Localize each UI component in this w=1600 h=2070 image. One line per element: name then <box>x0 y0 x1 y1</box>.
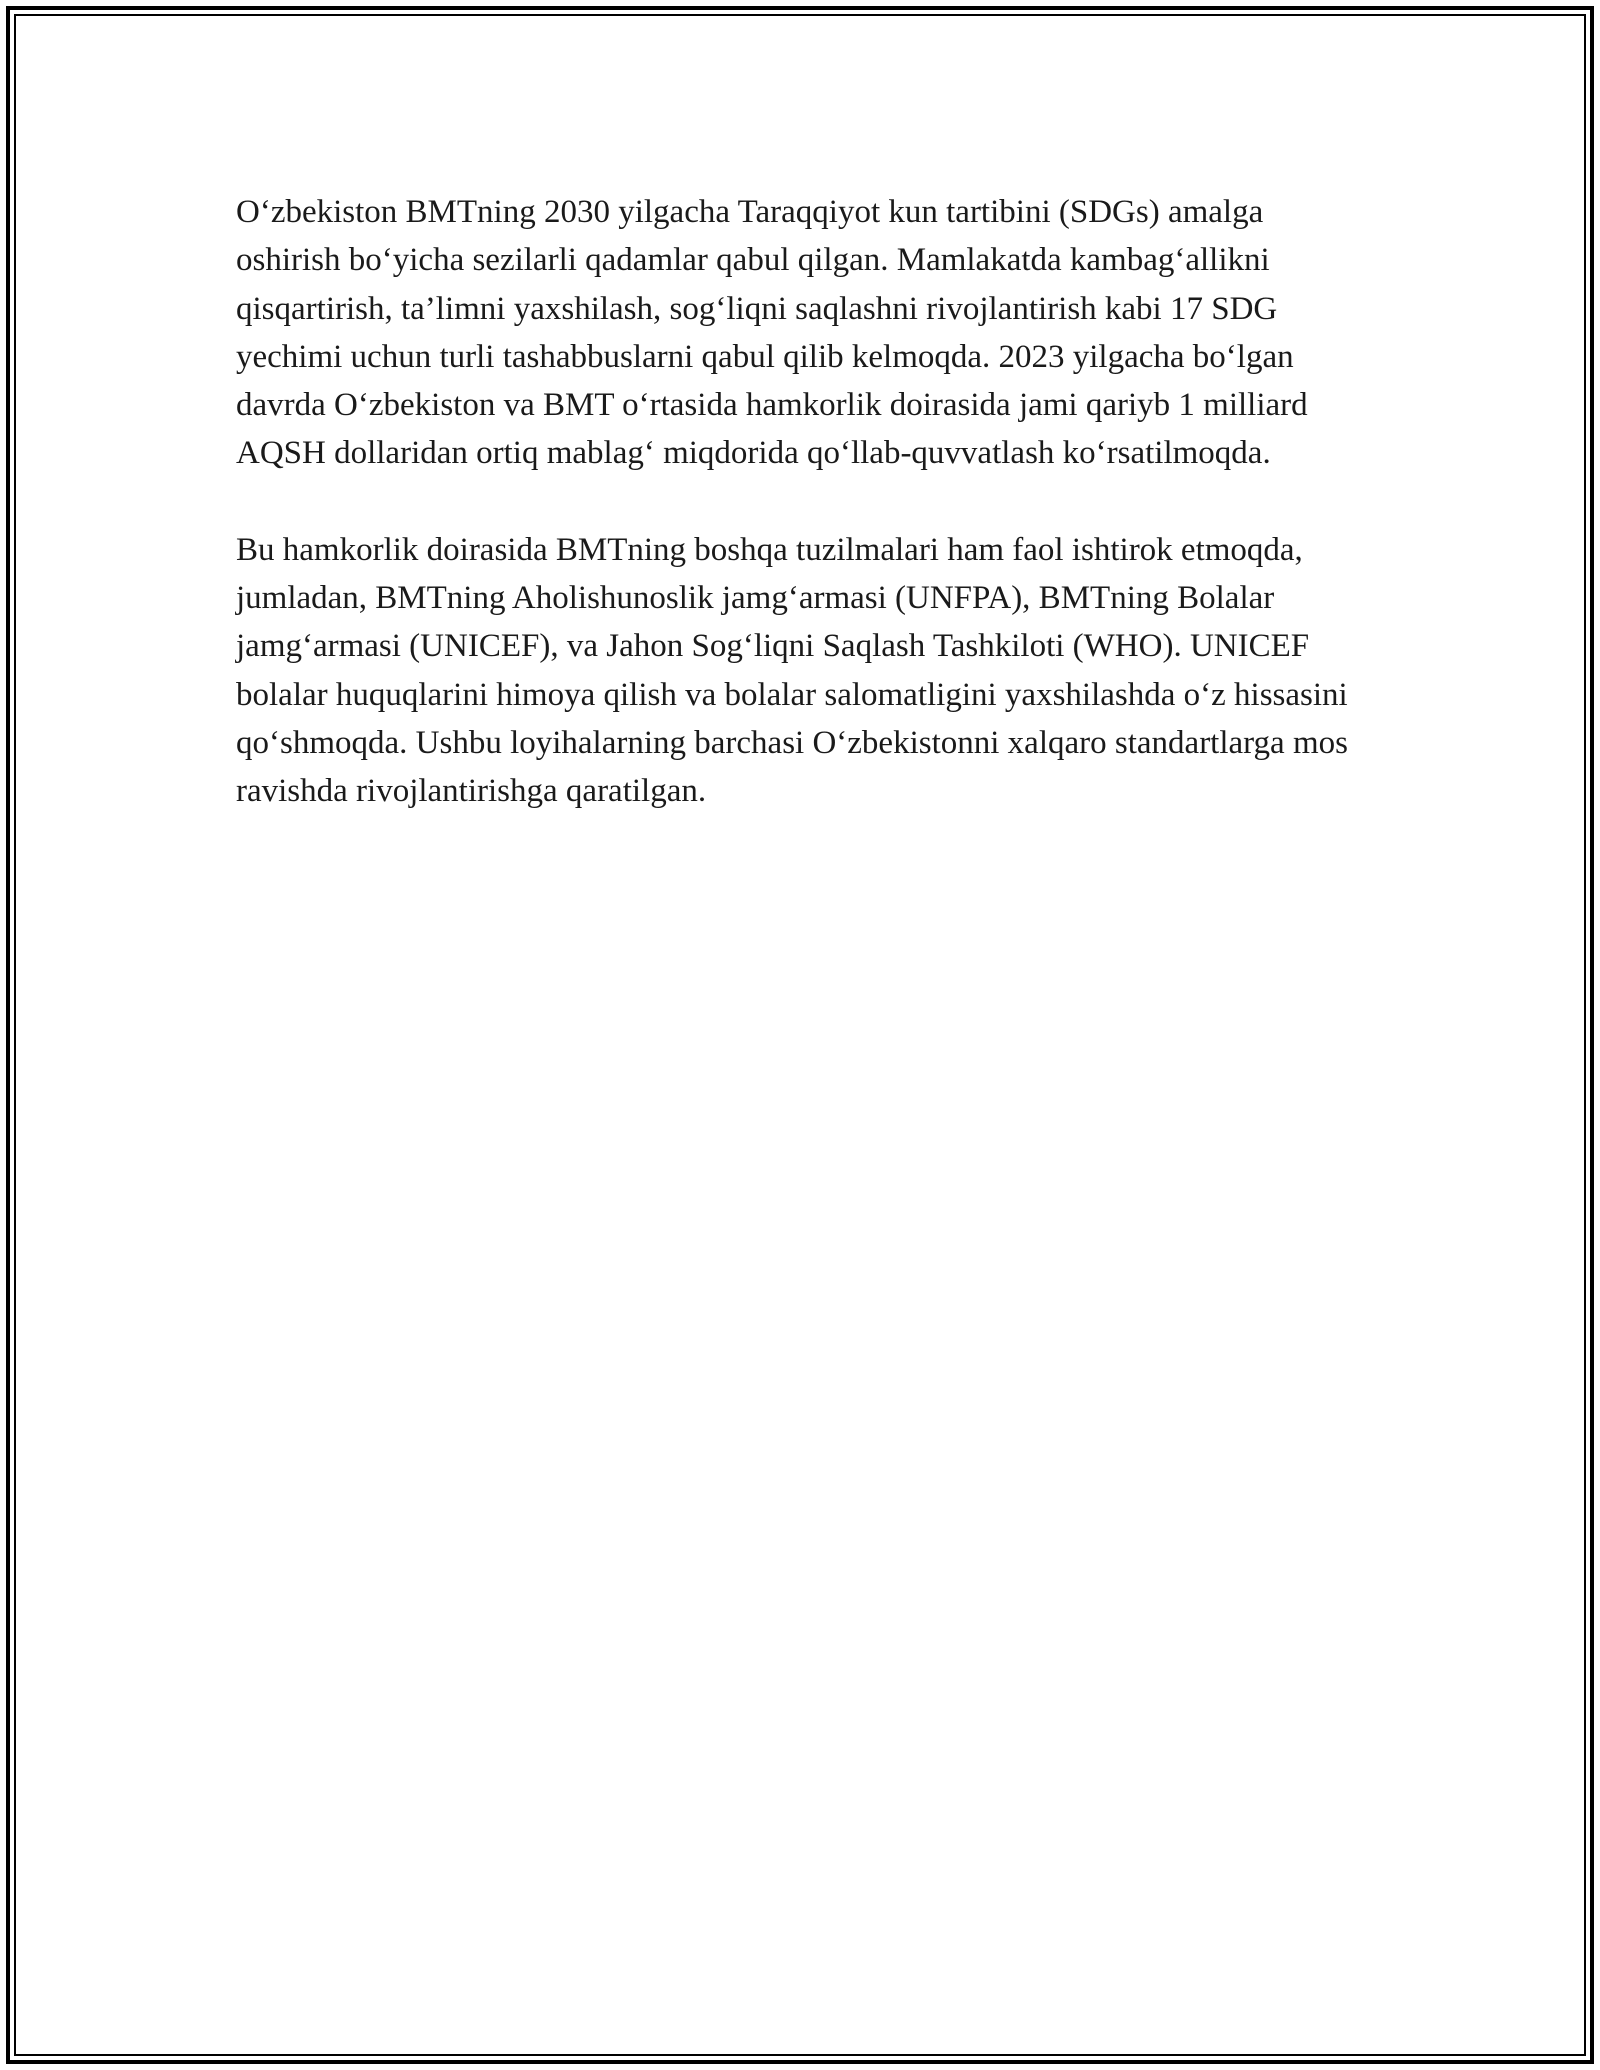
document-body <box>236 188 1366 816</box>
paragraph-un-cooperation: Bu hamkorlik doirasida BMTning boshqa tuzilmalari ham faol ishtirok etmoqda, jumladan, BMTning Aholishunoslik jamg‘armasi (UNFPA), BMTning Bolalar jamg‘armasi (UNICEF), va Jahon Sog‘liqni Saqlash Tashkiloti (WHO). UNICEF bolalar huquqlarini himoya qilish va bolalar salomatligini yaxshilashda o‘z hissasini qo‘shmoqda. Ushbu loyihalarning barchasi O‘zbekistonni xalqaro standartlarga mos ravishda rivojlantirishga qaratilgan. <box>236 531 1348 810</box>
paragraph-sdg-progress: O‘zbekiston BMTning 2030 yilgacha Taraqqiyot kun tartibini (SDGs) amalga oshirish bo‘yicha sezilarli qadamlar qabul qilgan. Mamlakatda kambag‘allikni qisqartirish, ta’limni yaxshilash, sog‘liqni saqlashni rivojlantirish kabi 17 SDG yechimi uchun turli tashabbuslarni qabul qilib kelmoqda. 2023 yilgacha bo‘lgan davrda O‘zbekiston va BMT o‘rtasida hamkorlik doirasida jami qariyb 1 milliard AQSH dollaridan ortiq mablag‘ miqdorida qo‘llab-quvvatlash ko‘rsatilmoqda. <box>236 194 1308 472</box>
